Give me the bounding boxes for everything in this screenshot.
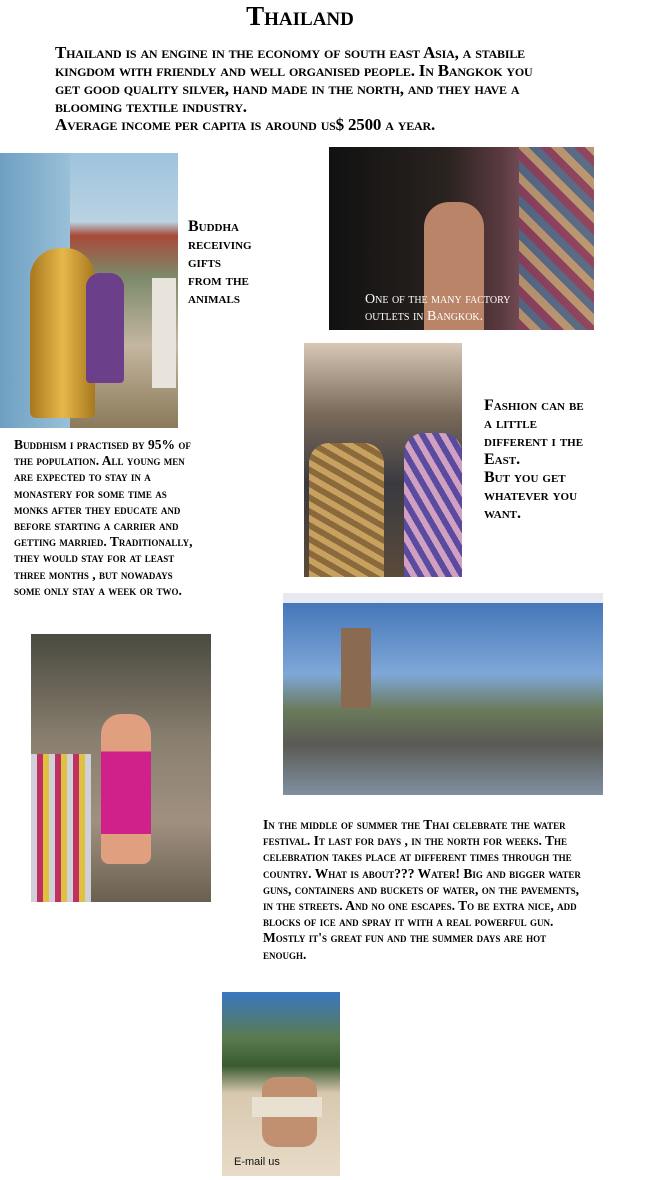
text-line: monastery for some time as [14, 485, 167, 501]
text-line: before starting a carrier and [14, 518, 179, 534]
text-line: some only stay a week or two. [14, 582, 182, 598]
text-line: a little [484, 415, 537, 432]
text-line: kingdom with friendly and well organised people. In Bangkok you [55, 61, 533, 80]
email-us-link[interactable]: E-mail us [234, 1156, 280, 1168]
water-festival-paragraph [263, 817, 581, 963]
text-line: want. [484, 505, 522, 522]
text-line: country. What is about??? Water! Big and bigger water [263, 865, 581, 881]
text-line: monks after they educate and [14, 501, 181, 517]
text-line: celebration takes place at different times through the [263, 849, 572, 865]
text-line: get good quality silver, hand made in the north, and they have a [55, 79, 520, 98]
text-line: enough. [263, 946, 307, 962]
text-line: Buddhism i practised by 95% of [14, 437, 191, 452]
text-line: One of the many factory [365, 292, 511, 307]
market-photo [31, 634, 211, 902]
text-line: getting married. Traditionally, [14, 534, 193, 550]
buddha-photo [0, 153, 178, 428]
fashion-caption [484, 397, 584, 523]
text-line: Buddha [188, 218, 240, 235]
factory-outlet-photo [329, 147, 594, 330]
text-line: festival. It last for days , in the north for weeks. The [263, 833, 568, 849]
text-line: receiving [188, 236, 252, 253]
buddhism-paragraph [14, 437, 192, 599]
text-line: Average income per capita is around us$ 2500 a year. [55, 115, 436, 134]
text-line: three months , but nowadays [14, 566, 173, 582]
buddha-caption [188, 218, 252, 308]
page-title: Thailand [246, 1, 354, 31]
text-line: different i the [484, 433, 584, 450]
text-line: guns, containers and buckets of water, on the pavements, [263, 881, 580, 897]
text-line: Thailand is an engine in the economy of south east Asia, a stabile [55, 43, 525, 62]
text-line: But you get [484, 469, 566, 486]
text-line: they would stay for at least [14, 550, 175, 566]
text-line: blooming textile industry. [55, 97, 247, 116]
text-line: outlets in Bangkok. [365, 309, 484, 324]
text-line: from the [188, 272, 249, 289]
text-line: the population. All young men [14, 453, 185, 469]
text-line: East. [484, 451, 521, 468]
text-line: blocks of ice and spray it with a real powerful gun. [263, 914, 554, 930]
text-line: in the streets. And no one escapes. To be extra nice, add [263, 898, 577, 914]
fashion-photo [304, 343, 462, 577]
intro-paragraph [55, 44, 532, 134]
text-line: Mostly it's great fun and the summer days are hot [263, 930, 547, 946]
water-festival-photo [283, 593, 603, 795]
text-line: In the middle of summer the Thai celebrate the water [263, 817, 566, 832]
text-line: whatever you [484, 487, 578, 504]
text-line: Fashion can be [484, 397, 584, 414]
text-line: are expected to stay in a [14, 469, 151, 485]
text-line: gifts [188, 254, 222, 271]
text-line: animals [188, 290, 240, 307]
factory-caption [365, 291, 510, 325]
beach-photo [222, 992, 340, 1176]
